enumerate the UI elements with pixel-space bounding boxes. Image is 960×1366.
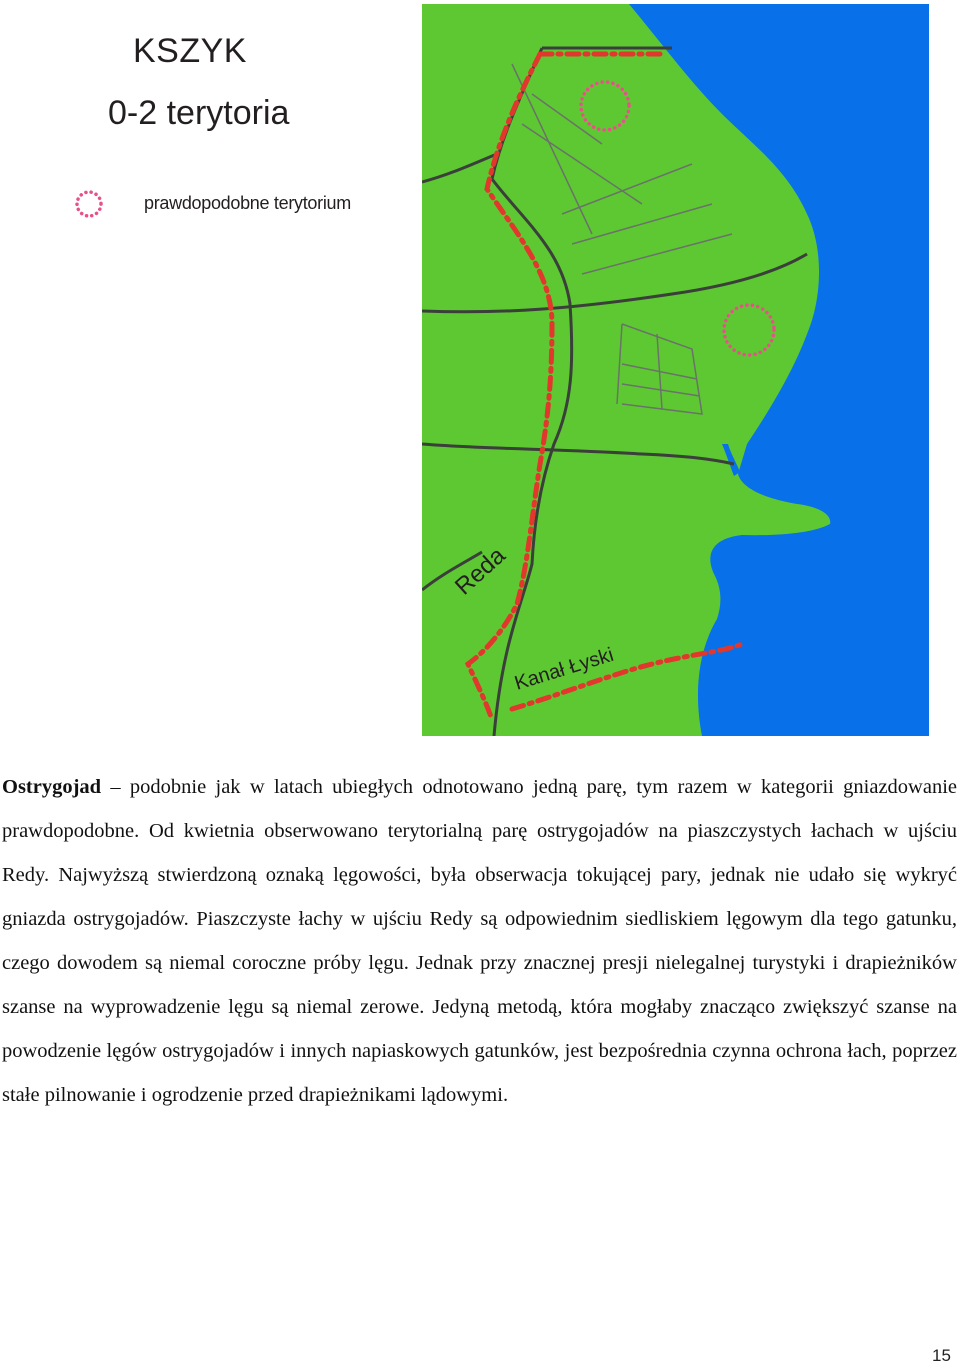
map-legend xyxy=(0,0,400,260)
legend-subtitle: 0-2 terytoria xyxy=(108,94,290,132)
page-number: 15 xyxy=(932,1346,951,1365)
legend-territory-label: prawdopodobne terytorium xyxy=(144,193,351,213)
territory-map xyxy=(422,4,929,736)
species-name: Ostrygojad xyxy=(2,776,102,798)
canal-label-lyski: Kanał Łyski xyxy=(512,643,617,695)
legend-title: KSZYK xyxy=(133,32,247,70)
river-label-reda: Reda xyxy=(449,542,511,601)
map-canvas xyxy=(422,4,929,736)
paragraph-text: – podobnie jak w latach ubiegłych odnotowano jedną parę, tym razem w kategorii gniazdowanie prawdopodobne. Od kwietnia obserwowano terytorialną parę ostrygojadów na piaszczystych łachach w ujściu Redy. Najwyższą stwierdzoną oznaką lęgowości, była obserwacja tokującej pary, jednak nie udało się wykryć gniazda ostrygojadów. Piaszczyste łachy w ujściu Redy są odpowiednim siedliskiem lęgowym dla tego gatunku, czego dowodem są niemal coroczne próby lęgu. Jednak przy znacznej presji nielegalnej turystyki i drapieżników szanse na wyprowadzenie lęgu są niemal zerowe. Jedyną metodą, która mogłaby znacząco zwiększyć szanse na powodzenie lęgów ostrygojadów i innych napiaskowych gatunków, jest bezpośrednia czynna ochrona łach, poprzez stałe pilnowanie i ogrodzenie przed drapieżnikami lądowymi. xyxy=(2,776,957,1106)
dotted-circle-icon xyxy=(73,188,105,220)
body-paragraph xyxy=(2,765,957,1117)
